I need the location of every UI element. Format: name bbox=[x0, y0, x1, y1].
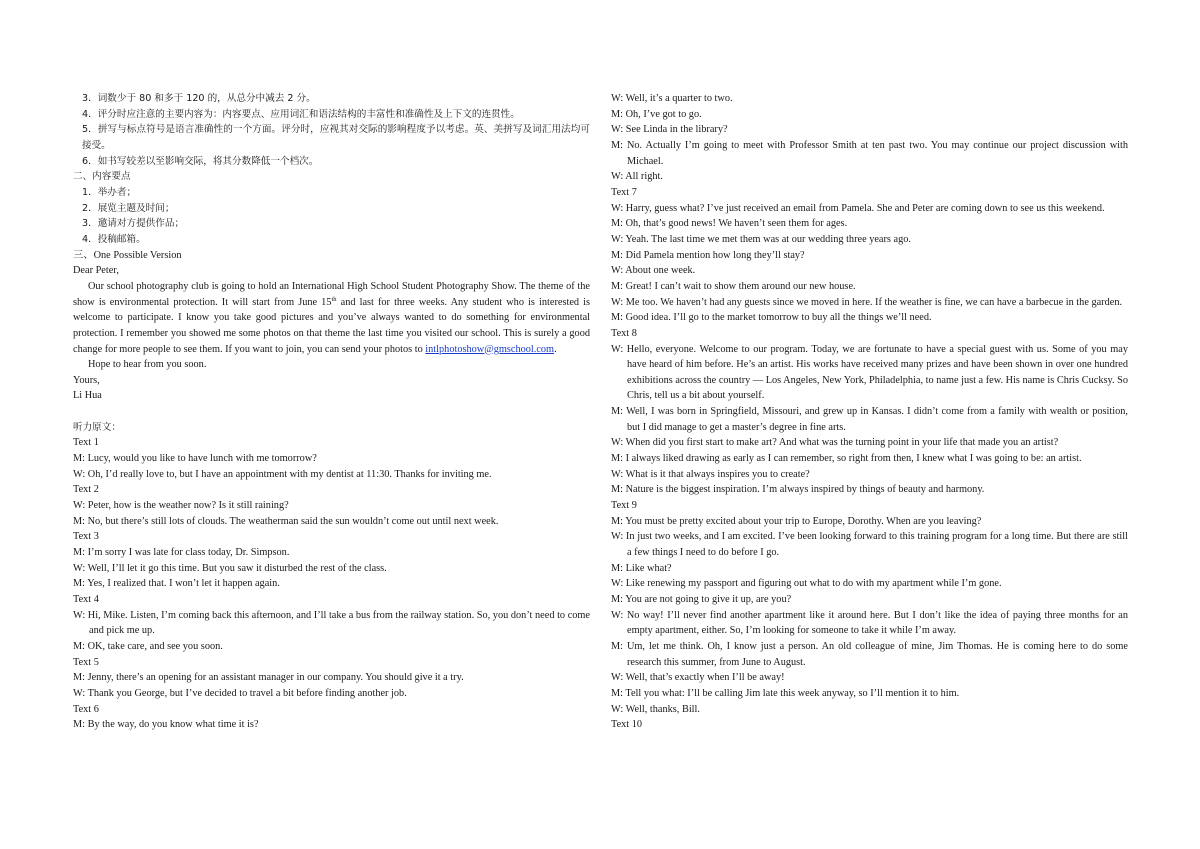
dialogue-line: M: Great! I can’t wait to show them around our new house. bbox=[611, 280, 856, 292]
dialogue-line: M: Nature is the biggest inspiration. I’m always inspired by things of beauty and harmony. bbox=[611, 484, 985, 496]
dialogue-line: W: Well, thanks, Bill. bbox=[611, 703, 700, 715]
section-heading-points: 二、内容要点 bbox=[73, 171, 131, 183]
dialogue-line: M: Good idea. I’ll go to the market tomorrow to buy all the things we’ll need. bbox=[611, 312, 932, 324]
letter-salutation: Dear Peter, bbox=[73, 265, 119, 277]
dialogue-line: W: No way! I’ll never find another apartment like it around here. But I don’t like the idea of paying three months for an empty apartment, either. So, I’m looking for someone to take it while I’m away. bbox=[611, 609, 1128, 637]
content-point: 4．投稿邮箱。 bbox=[82, 233, 146, 245]
text-heading: Text 4 bbox=[73, 593, 99, 605]
dialogue-line: M: No. Actually I’m going to meet with Professor Smith at ten past two. You may continue our project discussion with Michael. bbox=[611, 139, 1128, 167]
dialogue-line: W: Well, that’s exactly when I’ll be away! bbox=[611, 672, 785, 684]
spacer bbox=[73, 404, 590, 420]
dialogue-line: W: Oh, I’d really love to, but I have an appointment with my dentist at 11:30. Thanks for inviting me. bbox=[73, 468, 492, 480]
left-column bbox=[73, 91, 590, 733]
dialogue-line: W: When did you first start to make art? And what was the turning point in your life that made you an artist? bbox=[611, 437, 1059, 449]
dialogue-line: M: No, but there’s still lots of clouds. The weatherman said the sun wouldn’t come out until next week. bbox=[73, 515, 499, 527]
letter-body bbox=[73, 279, 590, 357]
dialogue-line: M: Tell you what: I’ll be calling Jim late this week anyway, so I’ll mention it to him. bbox=[611, 687, 960, 699]
content-point: 2．展览主题及时间； bbox=[82, 202, 175, 214]
dialogue-line: M: I always liked drawing as early as I can remember, so right from then, I knew what I was going to be: an artist. bbox=[611, 453, 1082, 465]
dialogue-line: W: Hi, Mike. Listen, I’m coming back this afternoon, and I’ll take a bus from the railway station. So, you don’t need to come and pick me up. bbox=[73, 609, 590, 637]
text-heading: Text 6 bbox=[73, 703, 99, 715]
dialogue-line: M: Did Pamela mention how long they’ll stay? bbox=[611, 249, 805, 261]
letter-signoff: Yours, bbox=[73, 374, 100, 386]
dialogue-line: M: Jenny, there’s an opening for an assistant manager in our company. You should give it a try. bbox=[73, 672, 464, 684]
letter-body-text: and last for three weeks. Any student who is interested is welcome to participate. I know you take good pictures and you’ve always wanted to do something for environmental protection. I remember you showed me some photos on that theme the last time you visited our school. This is surely a good change for more people to see them. If you want to join, you can send your photos to bbox=[73, 296, 591, 355]
section-heading-version: 三、One Possible Version bbox=[73, 249, 182, 261]
content-point: 1．举办者； bbox=[82, 186, 137, 198]
content-point: 3．邀请对方提供作品； bbox=[82, 218, 185, 230]
letter-closing-line: Hope to hear from you soon. bbox=[88, 359, 207, 371]
dialogue-line: M: Um, let me think. Oh, I know just a person. An old colleague of mine, Jim Thomas. He is coming here to do some research this summer, from June to August. bbox=[611, 640, 1128, 668]
letter-signature: Li Hua bbox=[73, 390, 102, 402]
letter-body-text: Our school photography club is going to hold an International High School Student Photography Show. The theme of the show is environmental protection. It will start from June 15 bbox=[73, 280, 590, 308]
dialogue-line: W: Hello, everyone. Welcome to our program. Today, we are fortunate to have a special guest with us. Some of you may have heard of him before. He’s an artist. His works have received many prizes and have been shown in over one hundred exhibitions across the country — Los Angeles, New York, Philadelphia, to name just a few. His name is Chris Cucksy. So Chris, tell us a bit about yourself. bbox=[611, 343, 1128, 402]
text-heading: Text 9 bbox=[611, 500, 637, 512]
dialogue-line: M: Like what? bbox=[611, 562, 672, 574]
transcript-heading: 听力原文： bbox=[73, 421, 121, 433]
email-link[interactable]: intlphotoshow@gmschool.com bbox=[425, 343, 555, 355]
dialogue-line: M: OK, take care, and see you soon. bbox=[73, 640, 223, 652]
dialogue-line: M: You must be pretty excited about your trip to Europe, Dorothy. When are you leaving? bbox=[611, 515, 982, 527]
letter-body-end: . bbox=[554, 343, 557, 355]
dialogue-line: W: Me too. We haven’t had any guests since we moved in here. If the weather is fine, we can have a barbecue in the garden. bbox=[611, 296, 1123, 308]
text-heading: Text 8 bbox=[611, 327, 637, 339]
text-heading: Text 1 bbox=[73, 437, 99, 449]
scoring-rule: 4．评分时应注意的主要内容为：内容要点、应用词汇和语法结构的丰富性和准确性及上下文的连贯性。 bbox=[82, 108, 520, 120]
text-heading: Text 10 bbox=[611, 719, 643, 731]
dialogue-line: W: In just two weeks, and I am excited. I’ve been looking forward to this training program for a long time. But there are still a few things I need to do before I go. bbox=[611, 531, 1128, 559]
dialogue-line: W: About one week. bbox=[611, 265, 696, 277]
text-heading: Text 5 bbox=[73, 656, 99, 668]
scoring-rule: 3．词数少于 80 和多于 120 的，从总分中减去 2 分。 bbox=[82, 93, 316, 104]
date-suffix: th bbox=[331, 295, 337, 303]
scoring-rule: 5．拼写与标点符号是语言准确性的一个方面。评分时，应视其对交际的影响程度予以考虑。英、美拼写及词汇用法均可接受。 bbox=[82, 124, 590, 151]
dialogue-line: M: By the way, do you know what time it is? bbox=[73, 719, 259, 731]
text-heading: Text 2 bbox=[73, 484, 99, 496]
dialogue-line: W: Like renewing my passport and figuring out what to do with my apartment while I’m gone. bbox=[611, 578, 1002, 590]
dialogue-line: W: See Linda in the library? bbox=[611, 124, 728, 136]
text-heading: Text 3 bbox=[73, 531, 99, 543]
dialogue-line: W: Yeah. The last time we met them was at our wedding three years ago. bbox=[611, 233, 911, 245]
transcript-left bbox=[73, 435, 590, 732]
dialogue-line: W: Peter, how is the weather now? Is it still raining? bbox=[73, 500, 289, 512]
dialogue-line: M: You are not going to give it up, are you? bbox=[611, 594, 792, 605]
dialogue-line: W: What is it that always inspires you to create? bbox=[611, 468, 810, 480]
dialogue-line: M: Well, I was born in Springfield, Missouri, and grew up in Kansas. I didn’t come from a family with wealth or position, but I did manage to get a master’s degree in fine arts. bbox=[611, 406, 1128, 433]
right-column bbox=[611, 91, 1128, 733]
dialogue-line: M: Yes, I realized that. I won’t let it happen again. bbox=[73, 578, 280, 590]
scoring-rule: 6．如书写较差以至影响交际，将其分数降低一个档次。 bbox=[82, 155, 319, 167]
dialogue-line: M: Lucy, would you like to have lunch with me tomorrow? bbox=[73, 453, 317, 465]
transcript-right bbox=[611, 91, 1128, 733]
dialogue-line: W: Well, it’s a quarter to two. bbox=[611, 93, 733, 104]
dialogue-line: M: Oh, that’s good news! We haven’t seen them for ages. bbox=[611, 218, 848, 230]
text-heading: Text 7 bbox=[611, 186, 637, 198]
dialogue-line: W: All right. bbox=[611, 171, 663, 183]
dialogue-line: W: Thank you George, but I’ve decided to travel a bit before finding another job. bbox=[73, 687, 407, 699]
dialogue-line: W: Well, I’ll let it go this time. But you saw it disturbed the rest of the class. bbox=[73, 562, 387, 574]
dialogue-line: M: I’m sorry I was late for class today, Dr. Simpson. bbox=[73, 547, 290, 559]
dialogue-line: M: Oh, I’ve got to go. bbox=[611, 108, 702, 120]
dialogue-line: W: Harry, guess what? I’ve just received an email from Pamela. She and Peter are coming down to see us this weekend. bbox=[611, 202, 1105, 214]
